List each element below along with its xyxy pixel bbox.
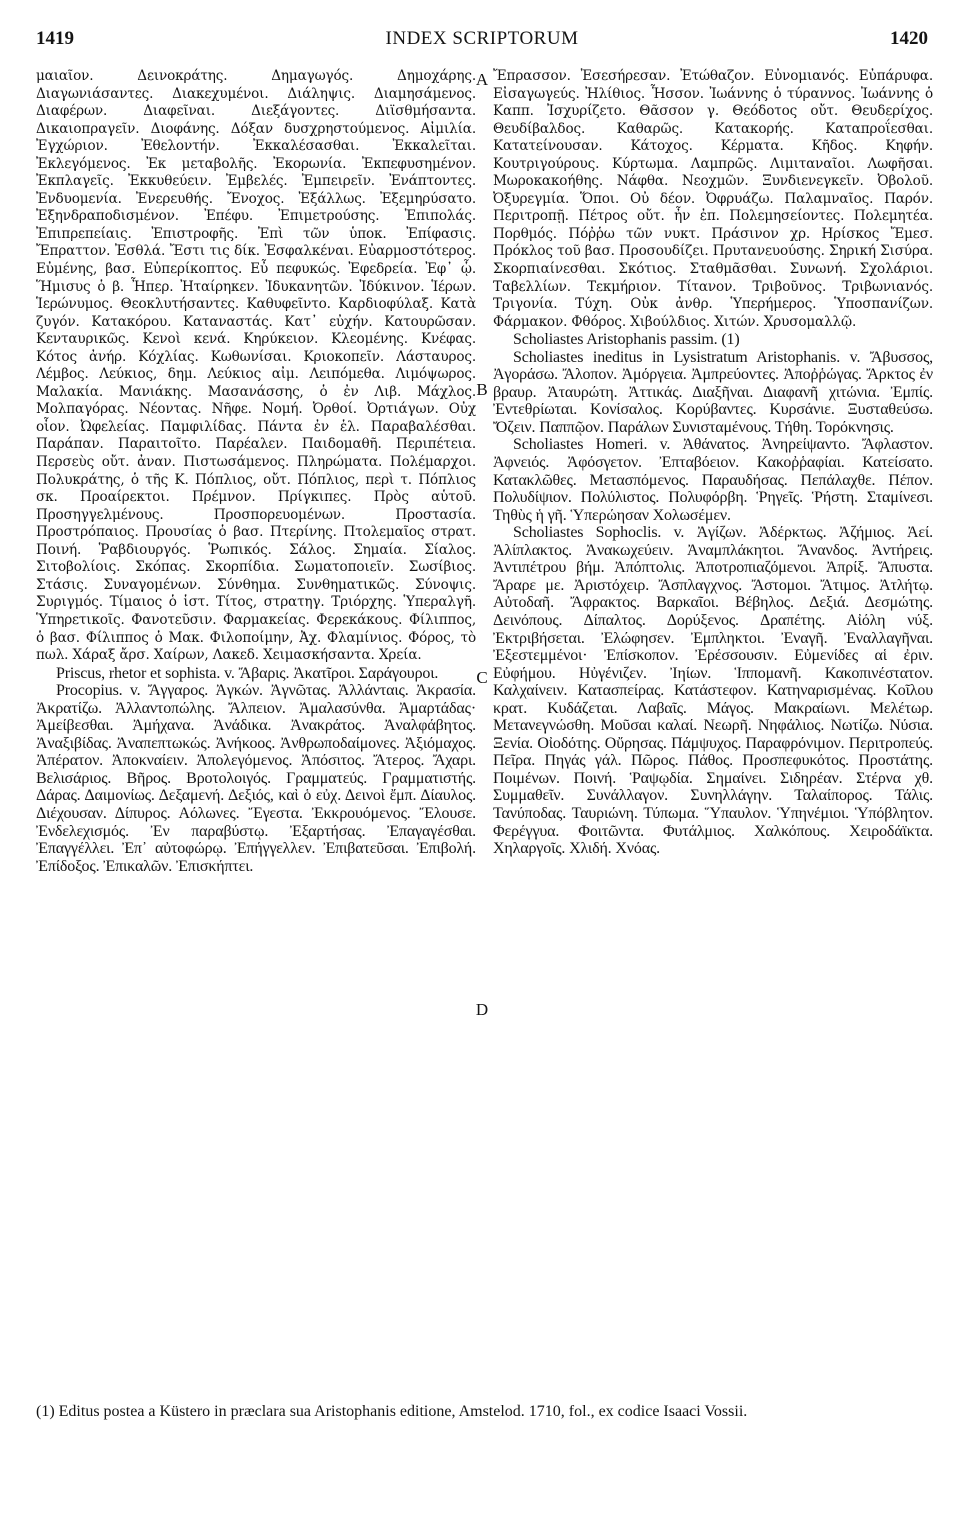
index-section-entry: Scholiastes ineditus in Lysistratum Aristophanis. v. Ἄβυσσος, Ἀγοράσω. Ἄλοπον. Ἀμόργεια. Ἀμπρεύοντες. Ἀποῤῥώγας. Ἄρκτος ἐν βραυρ. Ἀταυρώτη. Ἀττικάς. Διαξῆναι. Διαφανῆ χιτώνια. Ἐμπίς. Ἐντεθρίωται. Κονίσαλος. Κορύβαντες. Κυρσάνιε. Ξυσταθεύσω. Ὄζειν. Παππῷον. Παράλων Συνισταμένους. Τήθη. Τορόκνησις. (493, 348, 933, 436)
index-section-entry: Scholiastes Sophoclis. v. Ἀγίζων. Ἀδέρκτως. Ἀζήμιος. Ἀεί. Ἀλίπλακτος. Ἀνακωχεύειν. Ἀναμπλάκητοι. Ἄνανδος. Ἀντήρεις. Ἀντιπέτρου βήμ. Ἀπόπτολις. Ἀποτροπιαζόμενοι. Ἀπρίξ. Ἄπυστα. Ἄραρε με. Ἀριστόχειρ. Ἄσπλαγχνος. Ἄστομοι. Ἄτιμος. Ἀτλήτῳ. Αὐτοδαῆ. Ἄφρακτος. Βαρκαῖοι. Βέβηλος. Δεξιά. Δεσμώτης. Δεινόπους. Δίπαλτος. Δορύξενος. Δραπέτης. Αἰόλη νύξ. Ἐκτριβήσεται. Ἐλώφησεν. Ἐμπληκτοι. Ἐναγῆ. Ἐναλλαγῆναι. Ἐξεστεμμένοι· Ἐπίσκοπον. Ἐρέσσουσιν. Εὐμενίδες αἱ ἐριν. Εὐφήμου. Ηὐγένιζεν. Ἰηίων. Ἱππομανῆ. Κακοπινέστατον. Καλχαίνειν. Κατασπείρας. Κατάστεφον. Κατηναρισμένας. Κοῖλου κρατ. Κυδάζεται. Λαβαῖς. Μάγος. Μακραίωνι. Μελέτωρ. Μετανεγνώσθη. Μοῦσαι καλαί. Νεωρῆ. Νηφάλιος. Νωτίζω. Νύσια. Ξενία. Οἰοδότης. Οὔρησας. Πάμψυχος. Παραφρόνιμον. Περιτροπεύς. Πεῖρα. Πηγάς γάλ. Πῶρος. Πάθος. Προσπεφυκότος. Προστάτης. Ποιμένων. Ποινή. Ῥαψῳδία. Σημαίνει. Σιδηρέαν. Στέρνα χθ. Συμμαθεῖν. Συνάλλαγον. Συνηλλάγην. Ταλαίπορος. Τάλις. Τανύποδας. Ταυριώνη. Τύπωμα. Ὕπαυλον. Ὑπηνέμιοι. Ὑπόβλητον. Φερέγγυα. Φοιτῶντα. Φυτάλμιος. Χαλκόπους. Χειροδάϊκτα. Χηλαργοῖς. Χλιδή. Χνόας. (493, 524, 933, 858)
section-marker-b: B (476, 380, 488, 399)
section-marker-d: D (475, 1000, 489, 1019)
section-marker-c: C (476, 668, 488, 687)
page-title: INDEX SCRIPTORUM (385, 28, 579, 49)
page-header (36, 28, 928, 58)
index-word-list: μαιαῖον. Δεινοκράτης. Δημαγωγός. Δημοχάρης. Διαγωνιάσαντες. Διακεχυμένοι. Διάληψις. Διαμησάμενος. Διαφέρων. Διαφεῖναι. Διεξάγοντες. Διϊσθμήσαντα. Δικαιοπραγεῖν. Διοφάνης. Δόξαν δυσχρηστούμενος. Αἰμιλία. Ἐγχώριον. Ἐθελοντήν. Ἐκκαλέσασθαι. Ἐκκαλεῖται. Ἐκλεγόμενος. Ἐκ μεταβολῆς. Ἐκορωνία. Ἐκπεφυσημένον. Ἐκπλαγεῖς. Ἐκκυθεύειν. Ἐμβελές. Ἐμπειρεῖν. Ἐνάπτοντες. Ἐνδυομενία. Ἐνερευθής. Ἔνοχος. Ἐξάλλως. Ἐξεμηρύσατο. Ἐξηνδραποδισμένον. Ἐπέφυ. Ἐπιμετρούσης. Ἐπιπολάς. Ἐπιπρεπείαις. Ἐπιστροφῆς. Ἐπὶ τῶν ὑποκ. Ἐπίφασις. Ἔπραττον. Ἐσθλά. Ἔστι τις δίκ. Ἐσφαλκέναι. Εὐαρμοστότερος. Εὐμένης, βασ. Εὐπερίκοπτος. Εὖ πεφυκώς. Ἐφεδρεία. Ἐφ᾽ ᾧ. Ἥμισυς ὁ β. Ἦπερ. Ἠταίρηκεν. Ἰδυκανητῶν. Ἰδύκινον. Ἱέρων. Ἱερώνυμος. Θεοκλυτήσαντες. Καθυφεῖντο. Καρδιοφύλαξ. Κατὰ ζυγόν. Κατακόρου. Καταναστάς. Κατ᾽ εὐχήν. Κατουρῶσαν. Κενταυρικῶς. Κενοὶ κενά. Κηρύκειον. Κλεομένης. Κνέφας. Κότος ἀνήρ. Κόχλίας. Κωθωνίσαι. Κριοκοπεῖν. Λάσταυρος. Λέμβος. Λεύκιος, δημ. Λεύκιος αἰμ. Λειπόμεθα. Λιμόψωρος. Μαλακία. Μανιάκης. Μασανάσσης, ὁ ἐν Λιβ. Μάχλος. Μολπαγόρας. Νέοντας. Νῆφε. Νομή. Ὀρθοί. Ὀρτιάγων. Οὐχ οἷον. Ὠφελείας. Παμφιλίδας. Πάντα ἐν ἑλ. Παραβαλέσθαι. Παράπαν. Παραιτοῖτο. Παρέαλεν. Παιδομαθῆ. Περιπέτεια. Περσεὺς οὔτ. ἀναν. Πιστωσάμενος. Πληρώματα. Πολέμαρχοι. Πολυκράτης, ὁ τῆς Κ. Πόπλιος, οὔτ. Πόπλιος, περὶ τ. Πόπλιος σκ. Προαίρεκτοι. Πρέμνον. Πρίγκιπες. Πρὸς αὑτοῦ. Προσηγγελμένους. Προσπορευομένων. Προστασία. Προστρόπαιος. Προυσίας ὁ βασ. Πτερίνης. Πτολεμαῖος στρατ. Ποινή. Ῥαβδιουργός. Ῥωπικός. Σάλος. Σημαία. Σίαλος. Σιτοβολίοις. Σκόπας. Σκορπίδια. Σωματοποιεῖν. Σωσίβιος. Στάσις. Συναγομένων. Σύνθημα. Συνθηματικῶς. Σύνοψις. Συριγμός. Τίμαιος ὁ ἱστ. Τίτος, στρατηγ. Τριόρχης. Ὑπεραλγῆ. Ὑπηρετικοῖς. Φανοτεῦσιν. Φαρμακείας. Φερεκάκους. Φίλιππος, ὁ βασ. Φίλιππος ὁ Μακ. Φιλοποίμην, Ἀχ. Φλαμίνιος. Φόρος, τὸ πωλ. Χάραξ ἄρσ. Χαίρων, Λακεδ. Χειμασκήσαντα. Χρεία. (36, 68, 476, 664)
left-column (36, 68, 476, 1368)
section-marker-a: A (475, 70, 489, 89)
right-column (493, 68, 933, 1368)
index-word-list: Ἔπρασσον. Ἐσεσήρεσαν. Ἐτώθαζον. Εὐνομιανός. Εὐπάρυφα. Εἰσαγωγεύς. Ἠλίθιος. Ἧσσον. Ἰωάννης ὁ τύραννος. Ἰωάννης ὁ Καππ. Ἰσχυρίζετο. Θᾶσσον γ. Θεόδοτος οὔτ. Θευδερίχος. Θευδίβαλδος. Καθαρῶς. Κατακορής. Καταπροΐεσθαι. Κατατείνουσαν. Κάτοχος. Κέρματα. Κῆδος. Κηφήν. Κουτριγούρους. Κύρτωμα. Λαμπρῶς. Λιμιταναῖοι. Λωφῆσαι. Μωροκακοήθης. Νάφθα. Νεοχμῶν. Ξυνδιενεγκεῖν. Ὀβολοῦ. Ὀξυρεγμία. Ὅποι. Οὐ δέον. Ὀφρυάζω. Παλαμναῖος. Παρόν. Περιτροπῇ. Πέτρος οὔτ. ἦν ἐπ. Πολεμησείοντες. Πολεμητέα. Πορθμός. Πόῤῥω τῶν νυκτ. Πράσινον χρ. Ηρίσκος Ἔμεσ. Πρόκλος τοῦ βασ. Προσουδίζει. Πρυτανευούσης. Σηρική Σισύρα. Σκορπιαίνεσθαι. Σκότιος. Σταθμᾶσθαι. Συνωνή. Σχολάριοι. Ταβελλίων. Τεκμήριον. Τίτανον. Τριβοῦνος. Τριβωνιανός. Τριγονία. Τύχη. Οὐκ ἀνθρ. Ὑπερήμερος. Ὑποσπανίζων. Φάρμακον. Φθόρος. Χιβούλδιος. Χιτών. Χρυσομαλλῷ. (493, 68, 933, 330)
index-section-entry: Procopius. v. Ἄγγαρος. Ἀγκών. Ἀγνῶτας. Ἀλλάνταις. Ἀκρασία. Ἀκρατίζω. Ἀλλαντοπώλης. Ἄλπειον. Ἀμαλασύνθα. Ἀμαρτάδας· Ἀμείβεσθαι. Ἀμήχανα. Ἀνάδικα. Ἀνακράτος. Ἀναλφάβητος. Ἀναξιβίδας. Ἀναπεπτωκώς. Ἀνήκοος. Ἀνθρωποδαίμονες. Ἀξιόμαχος. Ἀπέρατον. Ἀποκναίειν. Ἀπολεγόμενος. Ἀπόσιτος. Ἄτερος. Ἄχαρι. Βελισάριος. Βῆρος. Βροτολοιγός. Γραμματεύς. Γραμματιστής. Δάρας. Δαιμονίως. Δεξαμενή. Δεξιός, καὶ ὁ εὐχ. Δεινοὶ ἔμπ. Δίαυλος. Διέχουσαν. Δίπυρος. Αόλωνες. Ἔγεστα. Ἐκκρουόμενος. Ἔλουσε. Ἐνδελεχισμός. Ἐν παραβύστῳ. Ἐξαρτήσας. Ἐπαγαγέσθαι. Ἐπαγγέλλει. Ἐπ᾽ αὐτοφώρῳ. Ἐπήγγελλεν. Ἐπιβατεῦσαι. Ἐπιβολή. Ἐπίδοξος. Ἐπικαλῶν. Ἐπισκήπτει. (36, 682, 476, 875)
index-section-entry: Scholiastes Aristophanis passim. (1) (513, 331, 740, 349)
footnote: (1) Editus postea a Küstero in præclara sua Aristophanis editione, Amstelod. 1710, fol., ex codice Isaaci Vossii. (36, 1403, 748, 1420)
index-section-entry: Scholiastes Homeri. v. Ἀθάνατος. Ἀνηρείψαντο. Ἄφλαστον. Ἀφνειός. Ἀφόσγετον. Ἐπταβόειον. Κακοῤῥαφίαι. Κατείσατο. Κατακλῶθες. Μετασπόμενος. Παραυδήσας. Πεπάλαχθε. Πέπον. Πολυδίψιον. Πολύλιστος. Πολυφόρβη. Ῥηγεῖς. Ῥήστη. Σταμίνεσι. Τηθὺς ἡ γῆ. Ὑπερώησαν Χολωσέμεν. (493, 436, 933, 524)
page-number-right: 1420 (890, 28, 928, 49)
page-number-left: 1419 (36, 28, 74, 49)
index-section-entry: Priscus, rhetor et sophista. v. Ἄβαρις. Ἀκατῖροι. Σαράγουροι. (56, 664, 439, 682)
